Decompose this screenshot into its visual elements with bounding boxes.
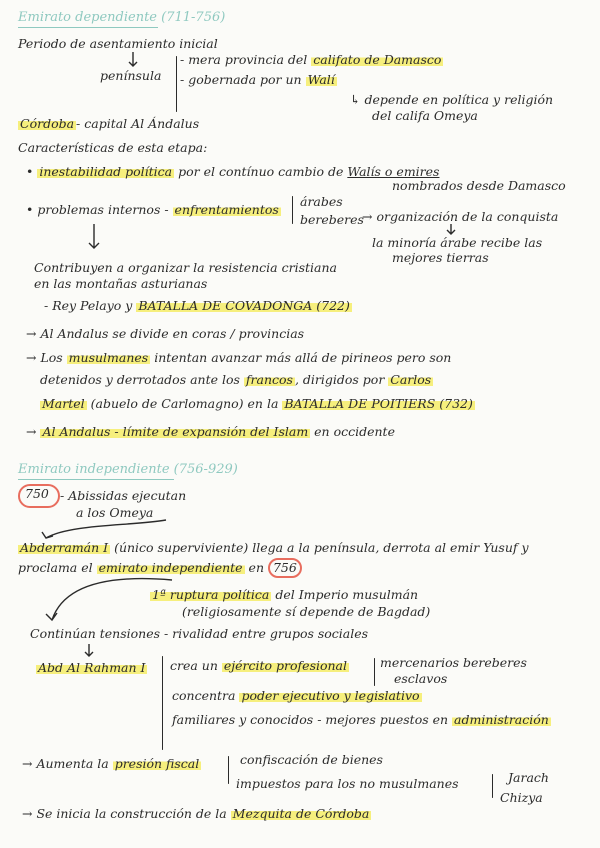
mezquita-line: → Se inicia la construcción de la Mezquita de Córdoba	[22, 806, 370, 821]
pelayo-line: - Rey Pelayo y BATALLA DE COVADONGA (722)	[44, 298, 350, 313]
crea-ejercito-line: crea un ejército profesional	[170, 658, 348, 673]
confiscacion-line: confiscación de bienes	[240, 752, 383, 767]
coras-line: → Al Andalus se divide en coras / provincias	[26, 326, 305, 341]
minoria-line: la minoría árabe recibe las	[372, 235, 543, 250]
musulmanes-line-2: detenidos y derrotados ante los francos , dirigidos por Carlos	[40, 372, 432, 387]
brace-icon	[492, 774, 493, 798]
abd-al-rahman-label: Abd Al Rahman I	[38, 660, 146, 675]
musulmanes-line-1: → Los musulmanes intentan avanzar más allá de pirineos pero son	[26, 350, 452, 365]
year-750: 750	[25, 486, 49, 501]
inestabilidad-line-2: nombrados desde Damasco	[392, 178, 566, 193]
caracteristicas-line: Características de esta etapa:	[18, 140, 208, 155]
down-arrow-icon	[88, 224, 100, 250]
depende-line-1: ↳ depende en política y religión	[350, 92, 554, 107]
down-arrow-icon	[128, 52, 138, 68]
brace-icon	[374, 658, 375, 686]
title-underline	[18, 479, 174, 480]
cordoba-line: Córdoba - capital Al Ándalus	[20, 116, 200, 131]
organizacion-line: → organización de la conquista	[362, 209, 559, 224]
tensiones-line: Continúan tensiones - rivalidad entre grupos sociales	[30, 626, 369, 641]
chizya-label: Chizya	[500, 790, 543, 805]
musulmanes-line-3: Martel (abuelo de Carlomagno) en la BATALLA DE POITIERS (732)	[42, 396, 473, 411]
ruptura-line: 1ª ruptura política del Imperio musulmán	[152, 587, 419, 602]
arabes-label: árabes	[300, 194, 343, 209]
periodo-line: Periodo de asentamiento inicial	[18, 36, 218, 51]
abisidas-line-2: a los Omeya	[76, 505, 154, 520]
esclavos-line: esclavos	[394, 671, 448, 686]
contribuyen-line-1: Contribuyen a organizar la resistencia cristiana	[34, 260, 337, 275]
section1-title: Emirato dependiente (711-756)	[18, 10, 226, 25]
jarach-label: Jarach	[508, 770, 549, 785]
year-756: 756	[268, 558, 302, 578]
gobernada-line: - gobernada por un Walí	[180, 72, 335, 87]
brace-icon	[162, 656, 163, 750]
title-underline	[18, 27, 158, 28]
presion-fiscal-line: → Aumenta la presión fiscal	[22, 756, 200, 771]
familiares-line: familiares y conocidos - mejores puestos en administración	[172, 712, 549, 727]
section2-title: Emirato independiente (756-929)	[18, 462, 238, 477]
brace-icon	[176, 56, 177, 112]
problemas-line: • problemas internos - enfrentamientos	[26, 202, 279, 217]
depende-line-2: del califa Omeya	[372, 108, 478, 123]
peninsula-label: península	[100, 68, 162, 83]
concentra-line: concentra poder ejecutivo y legislativo	[172, 688, 420, 703]
impuestos-line: impuestos para los no musulmanes	[236, 776, 459, 791]
brace-icon	[292, 196, 293, 224]
curved-arrow-icon	[40, 518, 170, 540]
mercenarios-line: mercenarios bereberes	[380, 655, 527, 670]
abderraman-line: Abderramán I (único superviviente) llega a la península, derrota al emir Yusuf y	[20, 540, 529, 555]
abisidas-line-1: - Abissidas ejecutan	[60, 488, 187, 503]
down-arrow-icon	[84, 644, 94, 658]
proclama-line: proclama el emirato independiente en 756	[18, 558, 302, 578]
limite-line: → Al Andalus - límite de expansión del Islam en occidente	[26, 424, 395, 439]
religiosamente-line: (religiosamente sí depende de Bagdad)	[182, 604, 431, 619]
bereberes-label: bereberes	[300, 212, 364, 227]
inestabilidad-line: • inestabilidad política por el contínuo cambio de Walís o emires	[26, 164, 440, 179]
contribuyen-line-2: en las montañas asturianas	[34, 276, 208, 291]
mera-provincia-line: - mera provincia del califato de Damasco	[180, 52, 442, 67]
brace-icon	[228, 756, 229, 784]
mejores-tierras-line: mejores tierras	[392, 250, 489, 265]
